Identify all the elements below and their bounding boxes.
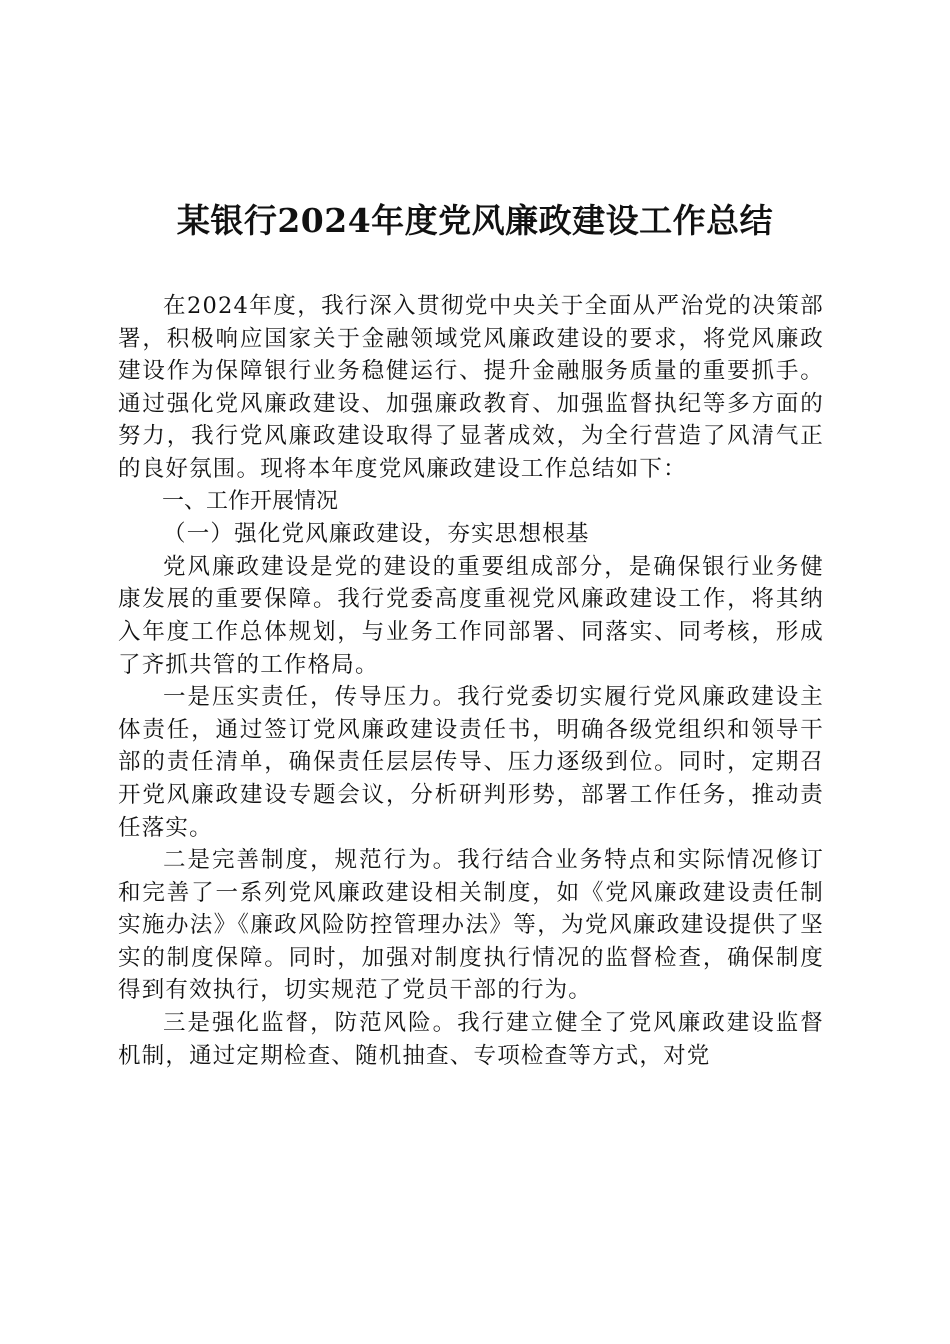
body-paragraph: 二是完善制度，规范行为。我行结合业务特点和实际情况修订和完善了一系列党风廉政建设相关制度，如《党风廉政建设责任制实施办法》《廉政风险防控管理办法》等，为党风廉政建设提供了坚实的制度保障。同时，加强对制度执行情况的监督检查，确保制度得到有效执行，切实规范了党员干部的行为。 xyxy=(118,847,824,1004)
intro-paragraph: 在2024年度，我行深入贯彻党中央关于全面从严治党的决策部署，积极响应国家关于金融领域党风廉政建设的要求，将党风廉政建设作为保障银行业务稳健运行、提升金融服务质量的重要抓手。通过强化党风廉政建设、加强廉政教育、加强监督执纪等多方面的努力，我行党风廉政建设取得了显著成效，为全行营造了风清气正的良好氛围。现将本年度党风廉政建设工作总结如下： xyxy=(118,293,824,482)
body-paragraph: 一是压实责任，传导压力。我行党委切实履行党风廉政建设主体责任，通过签订党风廉政建设责任书，明确各级党组织和领导干部的责任清单，确保责任层层传导、压力逐级到位。同时，定期召开党风廉政建设专题会议，分析研判形势，部署工作任务，推动责任落实。 xyxy=(118,684,824,841)
document-title: 某银行2024年度党风廉政建设工作总结 xyxy=(176,201,774,240)
document-body xyxy=(118,290,824,1072)
subsection-heading: （一）强化党风廉政建设，夯实思想根基 xyxy=(163,521,590,548)
body-paragraph: 党风廉政建设是党的建设的重要组成部分，是确保银行业务健康发展的重要保障。我行党委高度重视党风廉政建设工作，将其纳入年度工作总体规划，与业务工作同部署、同落实、同考核，形成了齐抓共管的工作格局。 xyxy=(118,553,824,678)
section-heading: 一、工作开展情况 xyxy=(162,488,339,514)
body-paragraph: 三是强化监督，防范风险。我行建立健全了党风廉政建设监督机制，通过定期检查、随机抽查、专项检查等方式，对党 xyxy=(118,1010,824,1069)
